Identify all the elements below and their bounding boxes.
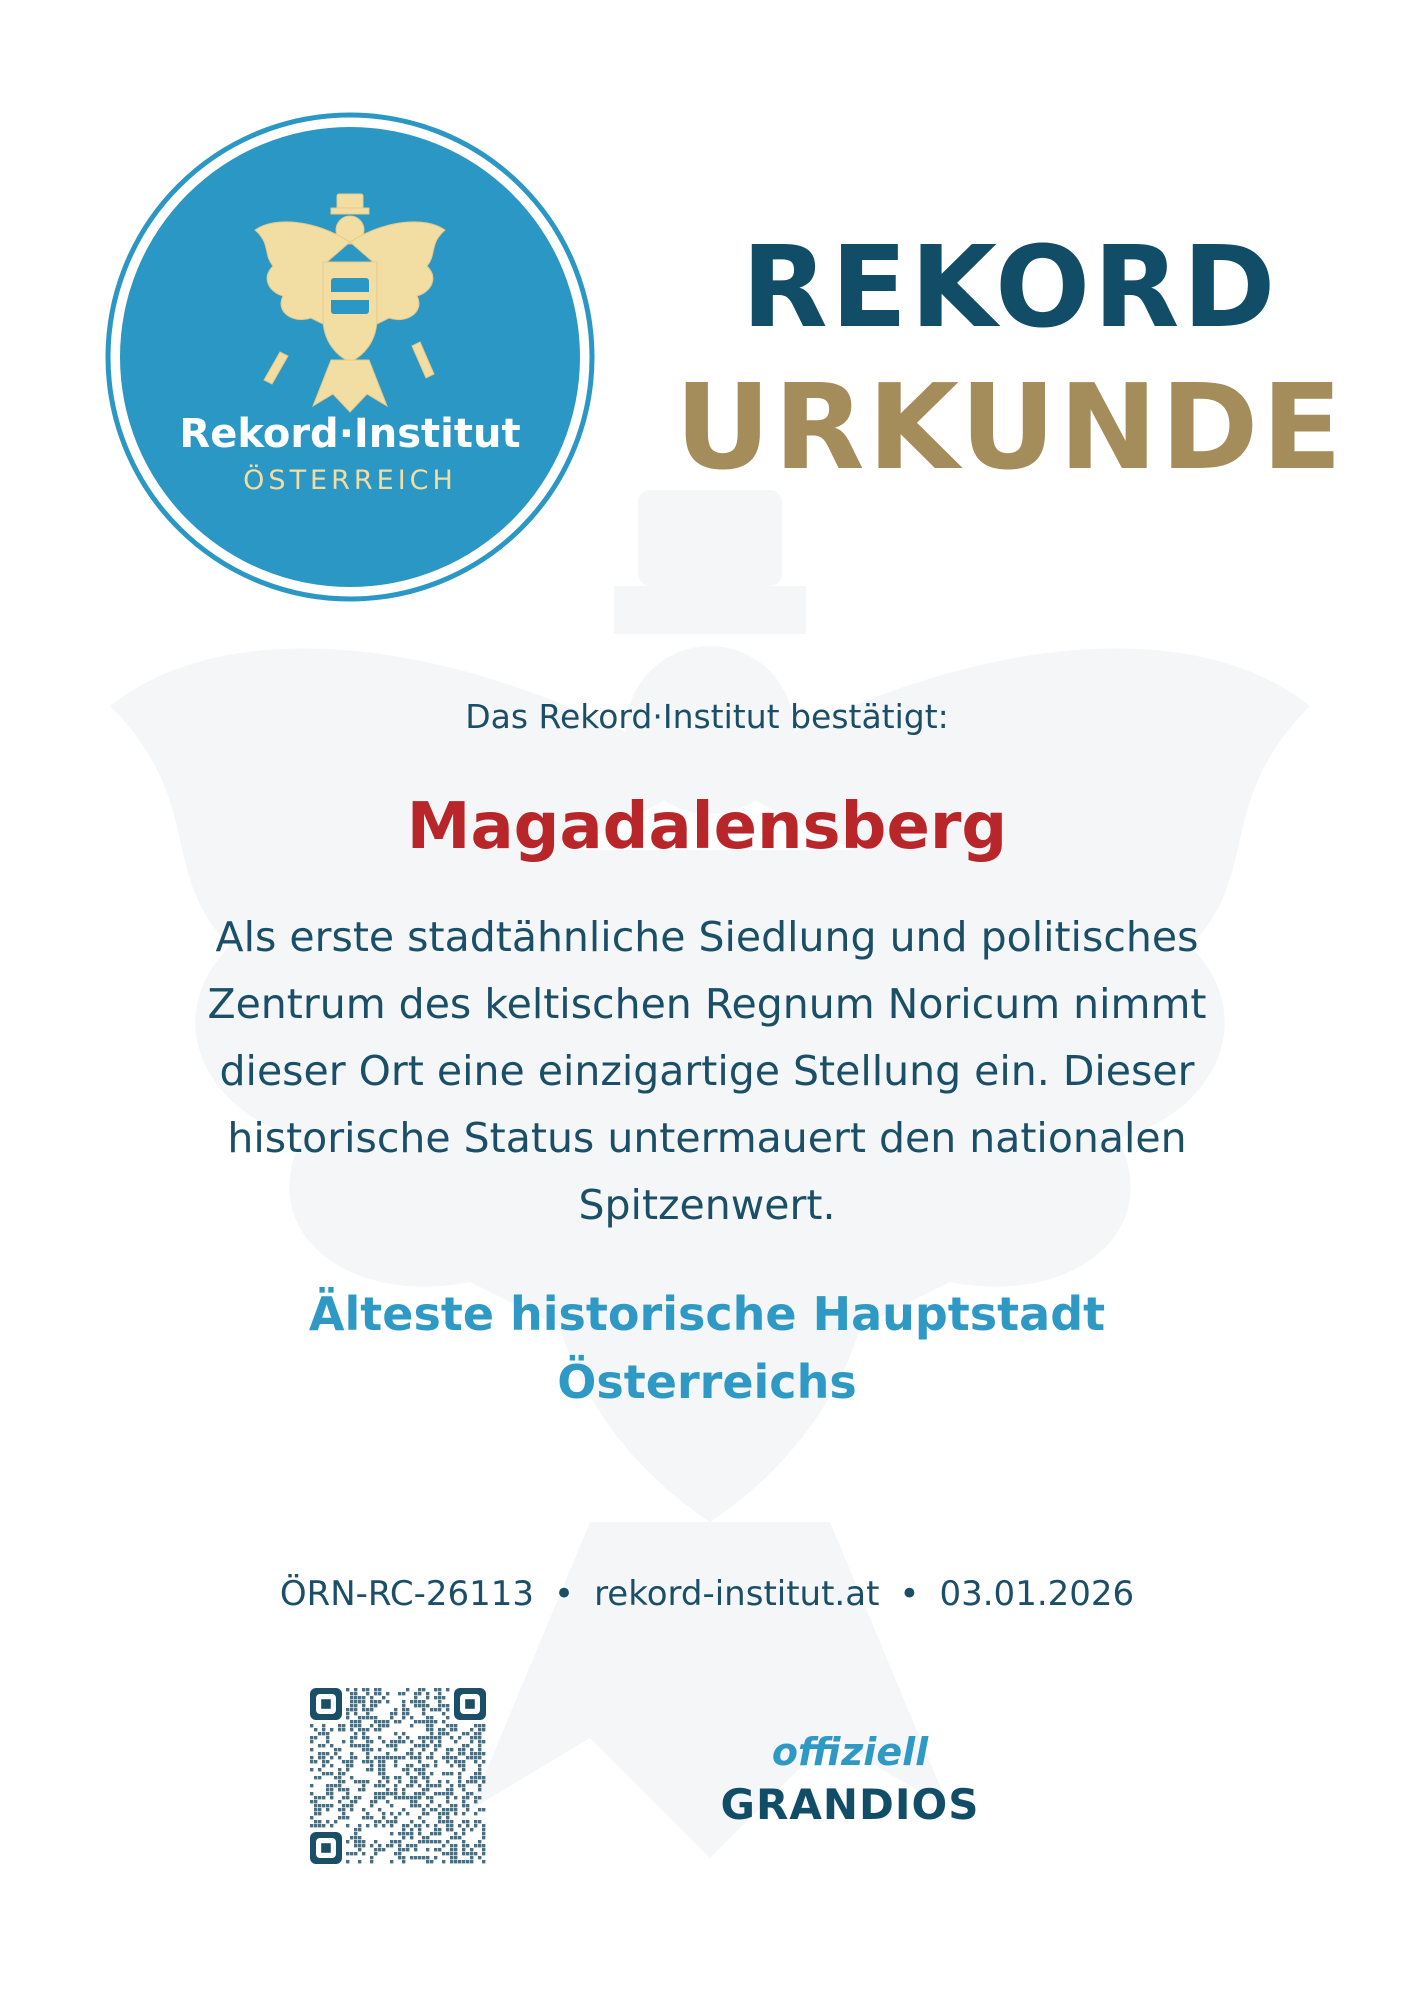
rekord-institut-logo — [105, 112, 595, 602]
title-urkunde: URKUNDE — [674, 358, 1346, 496]
certificate-id: ÖRN-RC-26113 — [279, 1574, 535, 1614]
logo-brand-name: Rekord·Institut — [179, 411, 521, 457]
record-title-line1: Älteste historische Hauptstadt — [308, 1287, 1106, 1341]
website-link[interactable]: rekord-institut.at — [594, 1574, 880, 1614]
badge-offiziell: offiziell — [771, 1730, 929, 1774]
record-title — [200, 1280, 1214, 1416]
certificate-date: 03.01.2026 — [939, 1574, 1135, 1614]
qr-code-icon[interactable] — [310, 1688, 486, 1864]
logo-brand-country: ÖSTERREICH — [243, 465, 457, 496]
certificate-intro: Das Rekord·Institut bestätigt: — [465, 697, 949, 736]
badge-grandios: GRANDIOS — [720, 1780, 980, 1829]
footer-separator: • — [899, 1574, 920, 1614]
certificate-footer — [0, 1574, 1414, 1614]
certificate-place: Magadalensberg — [406, 790, 1008, 864]
footer-separator: • — [554, 1574, 575, 1614]
title-rekord: REKORD — [741, 223, 1279, 353]
record-title-line2: Österreichs — [557, 1355, 857, 1409]
certificate-description: Als erste stadtähnliche Siedlung und politisches Zentrum des keltischen Regnum Noricum nimmt dieser Ort eine einzigartige Stellung ein. Dieser historische Status untermauert den nationalen Spitzenwert. — [207, 913, 1207, 1229]
